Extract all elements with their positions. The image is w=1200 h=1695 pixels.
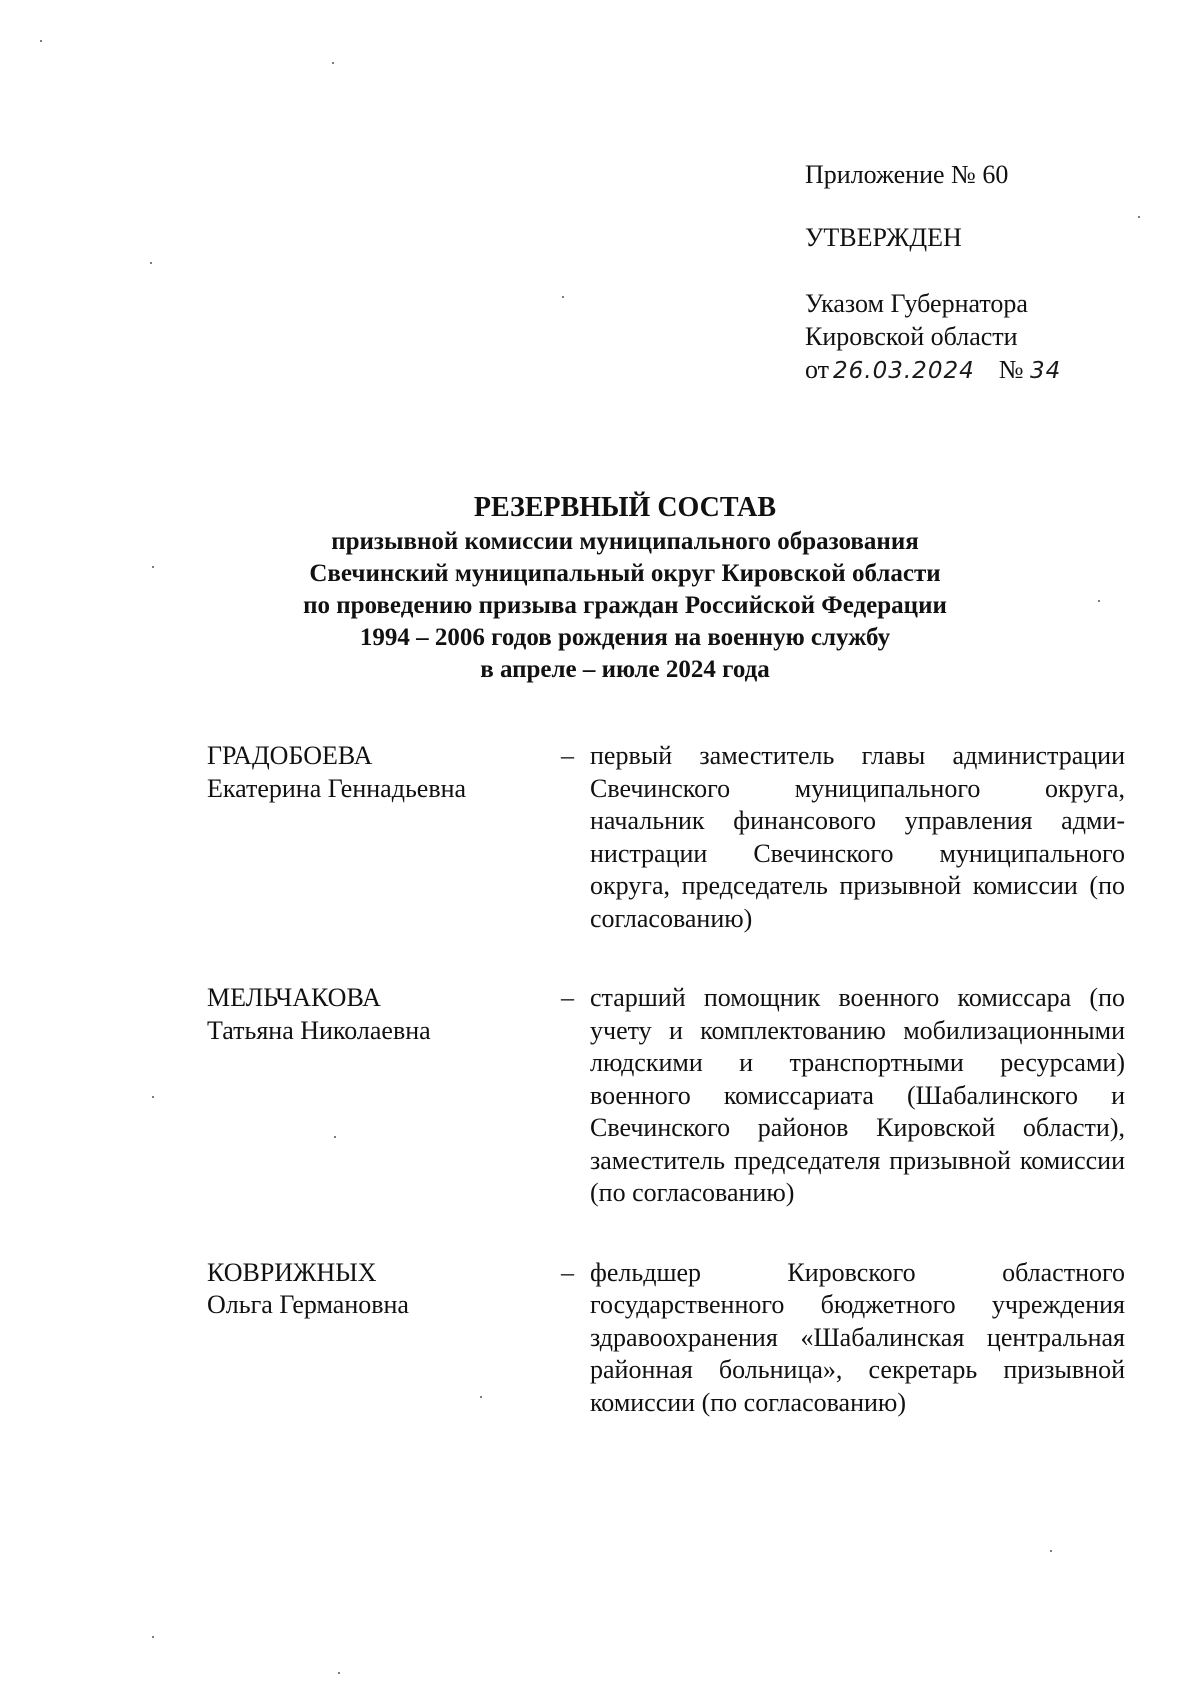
- member-name: [207, 740, 547, 805]
- scan-speck: [1050, 1550, 1052, 1552]
- title-line: 1994 – 2006 годов рождения на военную службу: [359, 624, 891, 651]
- member-given-names: Ольга Германовна: [207, 1290, 409, 1319]
- scan-speck: [1138, 216, 1140, 218]
- member-role: фельдшер Кировского областного государственного бюджетного учреждения здравоохранения «Шабалинская центральная районная больница», секретарь призывной комиссии (по согласованию): [590, 1257, 1125, 1417]
- member-dash: –: [561, 1257, 574, 1287]
- scan-speck: [40, 40, 42, 42]
- title-main: РЕЗЕРВНЫЙ СОСТАВ: [473, 492, 777, 523]
- handwritten-number: 34: [1030, 358, 1062, 384]
- title-line: призывной комиссии муниципального образования: [331, 528, 919, 555]
- appendix-number: Приложение № 60: [805, 160, 1009, 189]
- scan-speck: [332, 62, 334, 64]
- member-entry: [207, 740, 1127, 935]
- title-line: в апреле – июле 2024 года: [480, 656, 770, 683]
- approved-label: УТВЕРЖДЕН: [805, 223, 962, 252]
- scan-speck: [338, 1672, 340, 1674]
- member-name: [207, 982, 547, 1047]
- member-dash: –: [561, 983, 574, 1012]
- decree-date-line: [805, 353, 1061, 388]
- member-entry: [207, 982, 1127, 1210]
- member-surname: ГРАДОБОЕВА: [207, 741, 373, 770]
- scan-speck: [1098, 600, 1100, 602]
- document-title: [230, 490, 1020, 686]
- scan-speck: [152, 1096, 154, 1098]
- number-prefix: №: [998, 355, 1024, 384]
- decree-line-1: Указом Губернатора: [805, 289, 1028, 318]
- member-dash: –: [561, 741, 574, 770]
- member-role: первый заместитель главы администрации Свечинского муниципального округа, начальник финансового управления администрации Свечинского муниципального округа, председатель призывной комиссии (по согласованию): [590, 741, 1125, 933]
- scan-speck: [150, 262, 152, 264]
- members-list: [207, 740, 1127, 1419]
- scan-speck: [152, 566, 154, 568]
- member-name: [207, 1257, 547, 1322]
- date-prefix: от: [805, 355, 830, 384]
- member-entry: [207, 1257, 1127, 1420]
- scan-speck: [562, 296, 564, 298]
- member-given-names: Татьяна Николаевна: [207, 1015, 431, 1045]
- member-surname: КОВРИЖНЫХ: [207, 1257, 377, 1287]
- member-surname: МЕЛЬЧАКОВА: [207, 983, 381, 1012]
- member-role: старший помощник военного комиссара (по учету и комплектованию мобилизационными людскими и транспортными ресурсами) военного комиссариата (Шабалинского и Свечинского районов Кировской области), заместитель председателя призывной комиссии (по согласованию): [590, 983, 1125, 1207]
- approval-block: [805, 158, 1061, 388]
- decree-line-2: Кировской области: [805, 322, 1018, 351]
- scan-speck: [152, 1636, 154, 1638]
- title-line: Свечинский муниципальный округ Кировской области: [309, 560, 941, 587]
- title-line: по проведению призыва граждан Российской Федерации: [303, 592, 947, 619]
- member-given-names: Екатерина Геннадьевна: [207, 773, 467, 803]
- handwritten-date: 26.03.2024: [833, 358, 975, 384]
